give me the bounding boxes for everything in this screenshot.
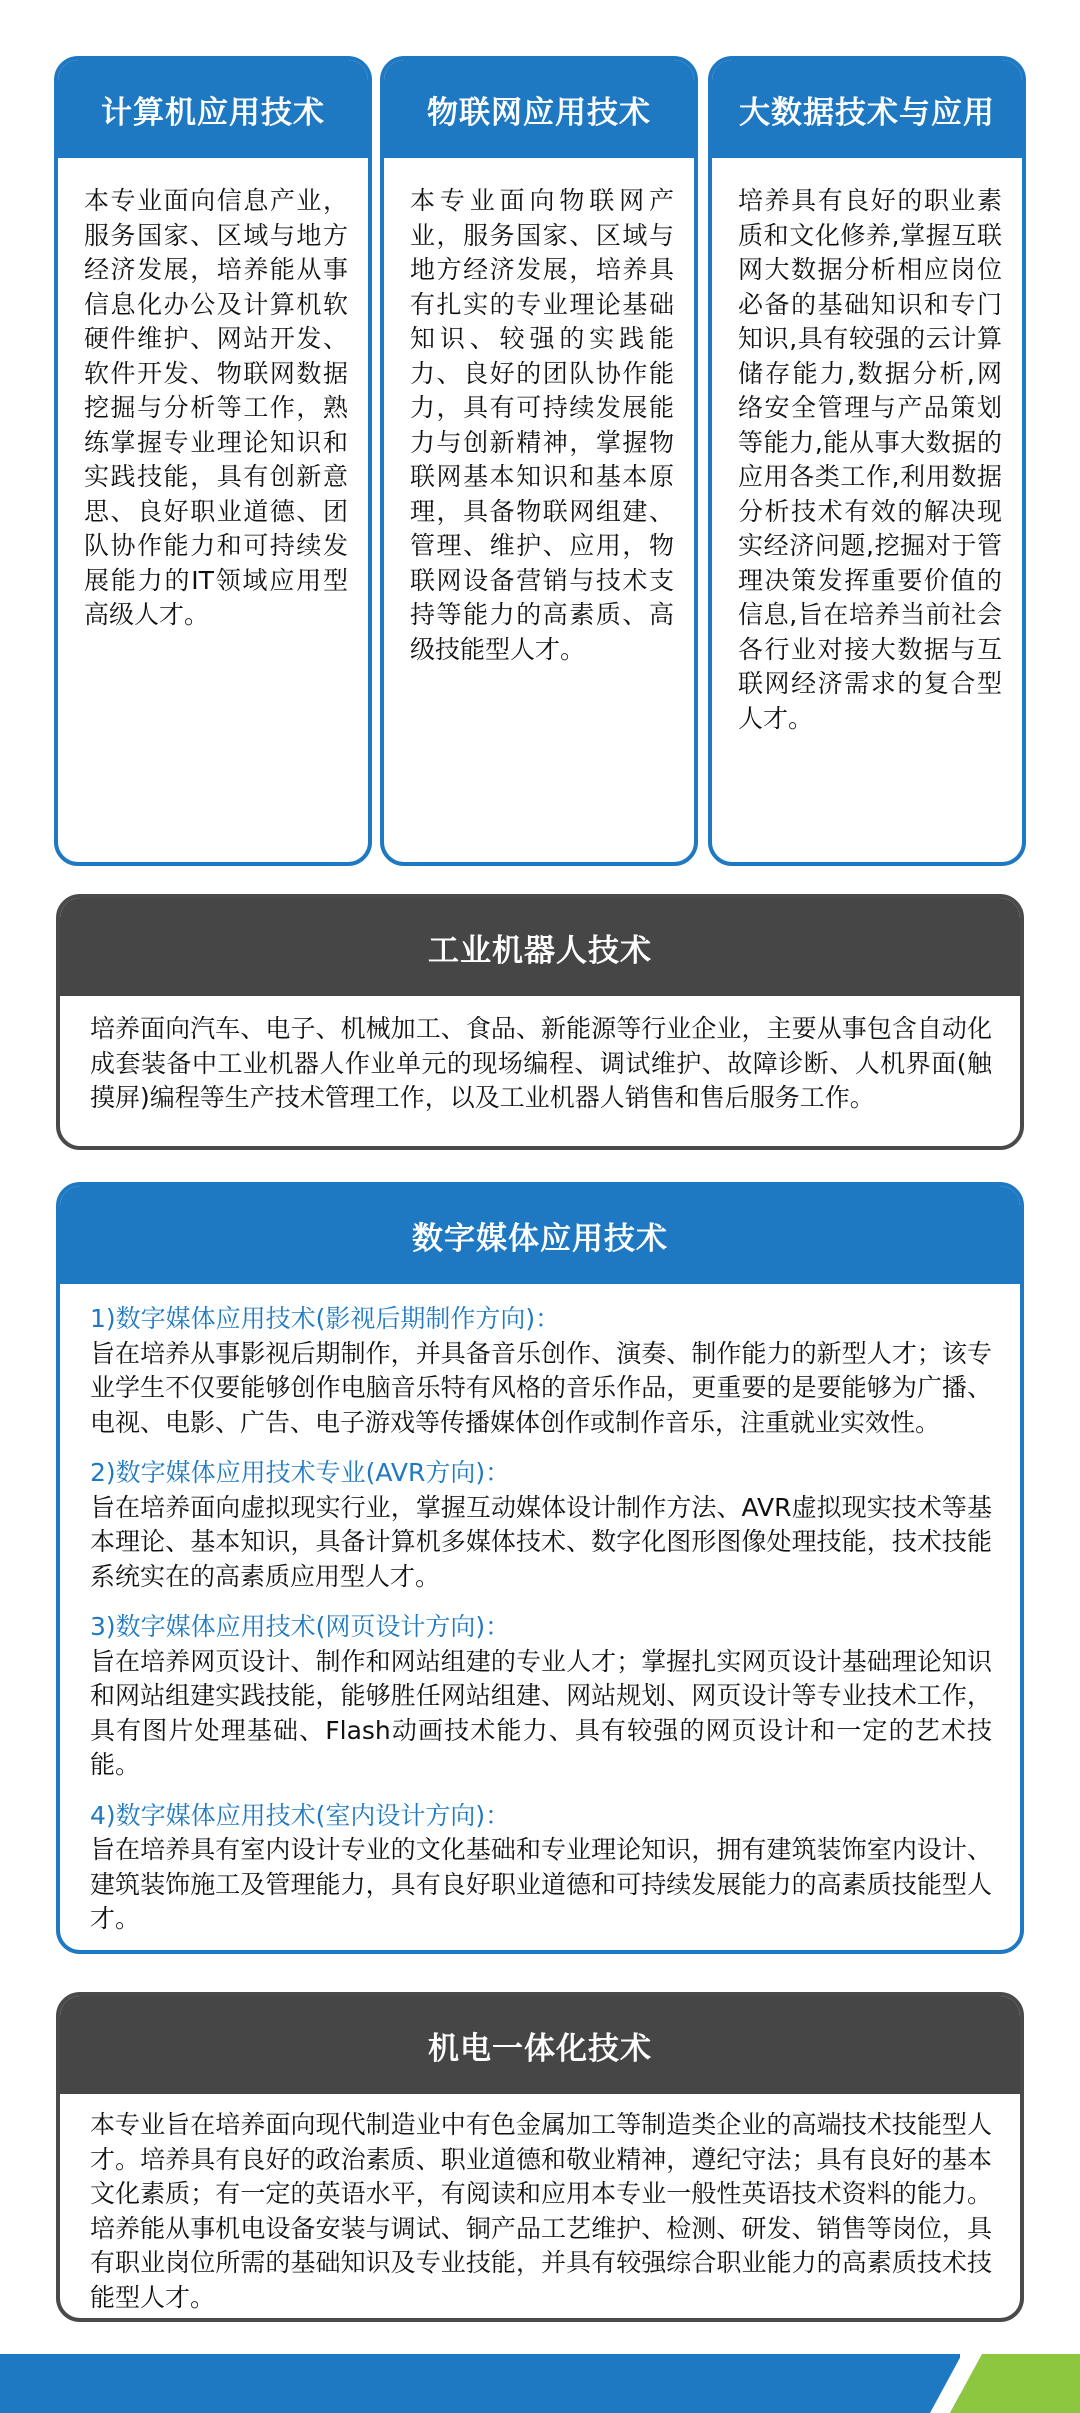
section-text: 旨在培养从事影视后期制作，并具备音乐创作、演奏、制作能力的新型人才；该专业学生不仅要能够创作电脑音乐特有风格的音乐作品，更重要的是要能够为广播、电视、电影、广告、电子游戏等传播媒体创作或制作音乐，注重就业实效性。 [90,1338,992,1437]
section-heading: 2)数字媒体应用技术专业(AVR方向)： [90,1458,511,1487]
card-big-data [708,56,1026,866]
section-web-design [90,1610,992,1783]
card-body [60,1284,1020,1937]
section-interior-design [90,1799,992,1937]
card-text: 本专业面向信息产业，服务国家、区域与地方经济发展，培养能从事信息化办公及计算机软硬件维护、网站开发、软件开发、物联网数据挖掘与分析等工作，熟练掌握专业理论知识和实践技能，具有创新意思、良好职业道德、团队协作能力和可持续发展能力的IT领域应用型高级人才。 [84,186,348,629]
card-title: 工业机器人技术 [60,898,1020,996]
card-body [60,996,1020,1116]
section-text: 旨在培养网页设计、制作和网站组建的专业人才；掌握扎实网页设计基础理论知识和网站组建实践技能，能够胜任网站组建、网站规划、网页设计等专业技术工作，具有图片处理基础、Flash动画技术能力、具有较强的网页设计和一定的艺术技能。 [90,1646,992,1779]
section-text: 旨在培养具有室内设计专业的文化基础和专业理论知识，拥有建筑装饰室内设计、建筑装饰施工及管理能力，具有良好职业道德和可持续发展能力的高素质技能型人才。 [90,1835,992,1933]
footer-blue-bar [0,2354,960,2413]
card-text: 培养面向汽车、电子、机械加工、食品、新能源等行业企业，主要从事包含自动化成套装备中工业机器人作业单元的现场编程、调试维护、故障诊断、人机界面(触摸屏)编程等生产技术管理工作，以及工业机器人销售和售后服务工作。 [90,1014,992,1112]
card-industrial-robot [56,894,1024,1150]
card-iot-application [380,56,698,866]
section-heading: 4)数字媒体应用技术(室内设计方向)： [90,1800,511,1830]
card-text: 本专业旨在培养面向现代制造业中有色金属加工等制造类企业的高端技术技能型人才。培养具有良好的政治素质、职业道德和敬业精神，遵纪守法；具有良好的基本文化素质；有一定的英语水平，有阅读和应用本专业一般性英语技术资料的能力。培养能从事机电设备安装与调试、铜产品工艺维护、检测、研发、销售等岗位，具有职业岗位所需的基础知识及专业技能，并具有较强综合职业能力的高素质技术技能型人才。 [90,2110,992,2312]
section-film-post-production [90,1302,992,1440]
card-title: 大数据技术与应用 [712,60,1022,158]
section-text: 旨在培养面向虚拟现实行业，掌握互动媒体设计制作方法、AVR虚拟现实技术等基本理论、基本知识，具备计算机多媒体技术、数字化图形图像处理技能，技术技能系统实在的高素质应用型人才。 [90,1492,992,1591]
section-heading: 3)数字媒体应用技术(网页设计方向)： [90,1612,511,1641]
card-digital-media [56,1182,1024,1954]
section-heading: 1)数字媒体应用技术(影视后期制作方向)： [90,1304,561,1333]
card-title: 计算机应用技术 [58,60,368,158]
card-title: 机电一体化技术 [60,1996,1020,2094]
card-text: 培养具有良好的职业素质和文化修养,掌握互联网大数据分析相应岗位必备的基础知识和专门知识,具有较强的云计算储存能力,数据分析,网络安全管理与产品策划等能力,能从事大数据的应用各类工作,利用数据分析技术有效的解决现实经济问题,挖掘对于管理决策发挥重要价值的信息,旨在培养当前社会各行业对接大数据与互联网经济需求的复合型人才。 [738,186,1002,733]
card-body [60,2094,1020,2315]
card-computer-application [54,56,372,866]
card-title: 数字媒体应用技术 [60,1186,1020,1284]
footer-band [0,2354,1080,2413]
card-mechatronics [56,1992,1024,2322]
card-text: 本专业面向物联网产业，服务国家、区域与地方经济发展，培养具有扎实的专业理论基础知识、较强的实践能力、良好的团队协作能力，具有可持续发展能力与创新精神，掌握物联网基本知识和基本原理，具备物联网组建、管理、维护、应用，物联网设备营销与技术支持等能力的高素质、高级技能型人才。 [410,186,674,664]
card-body [384,158,694,667]
card-body [58,158,368,633]
card-body [712,158,1022,736]
section-avr [90,1456,992,1594]
card-title: 物联网应用技术 [384,60,694,158]
